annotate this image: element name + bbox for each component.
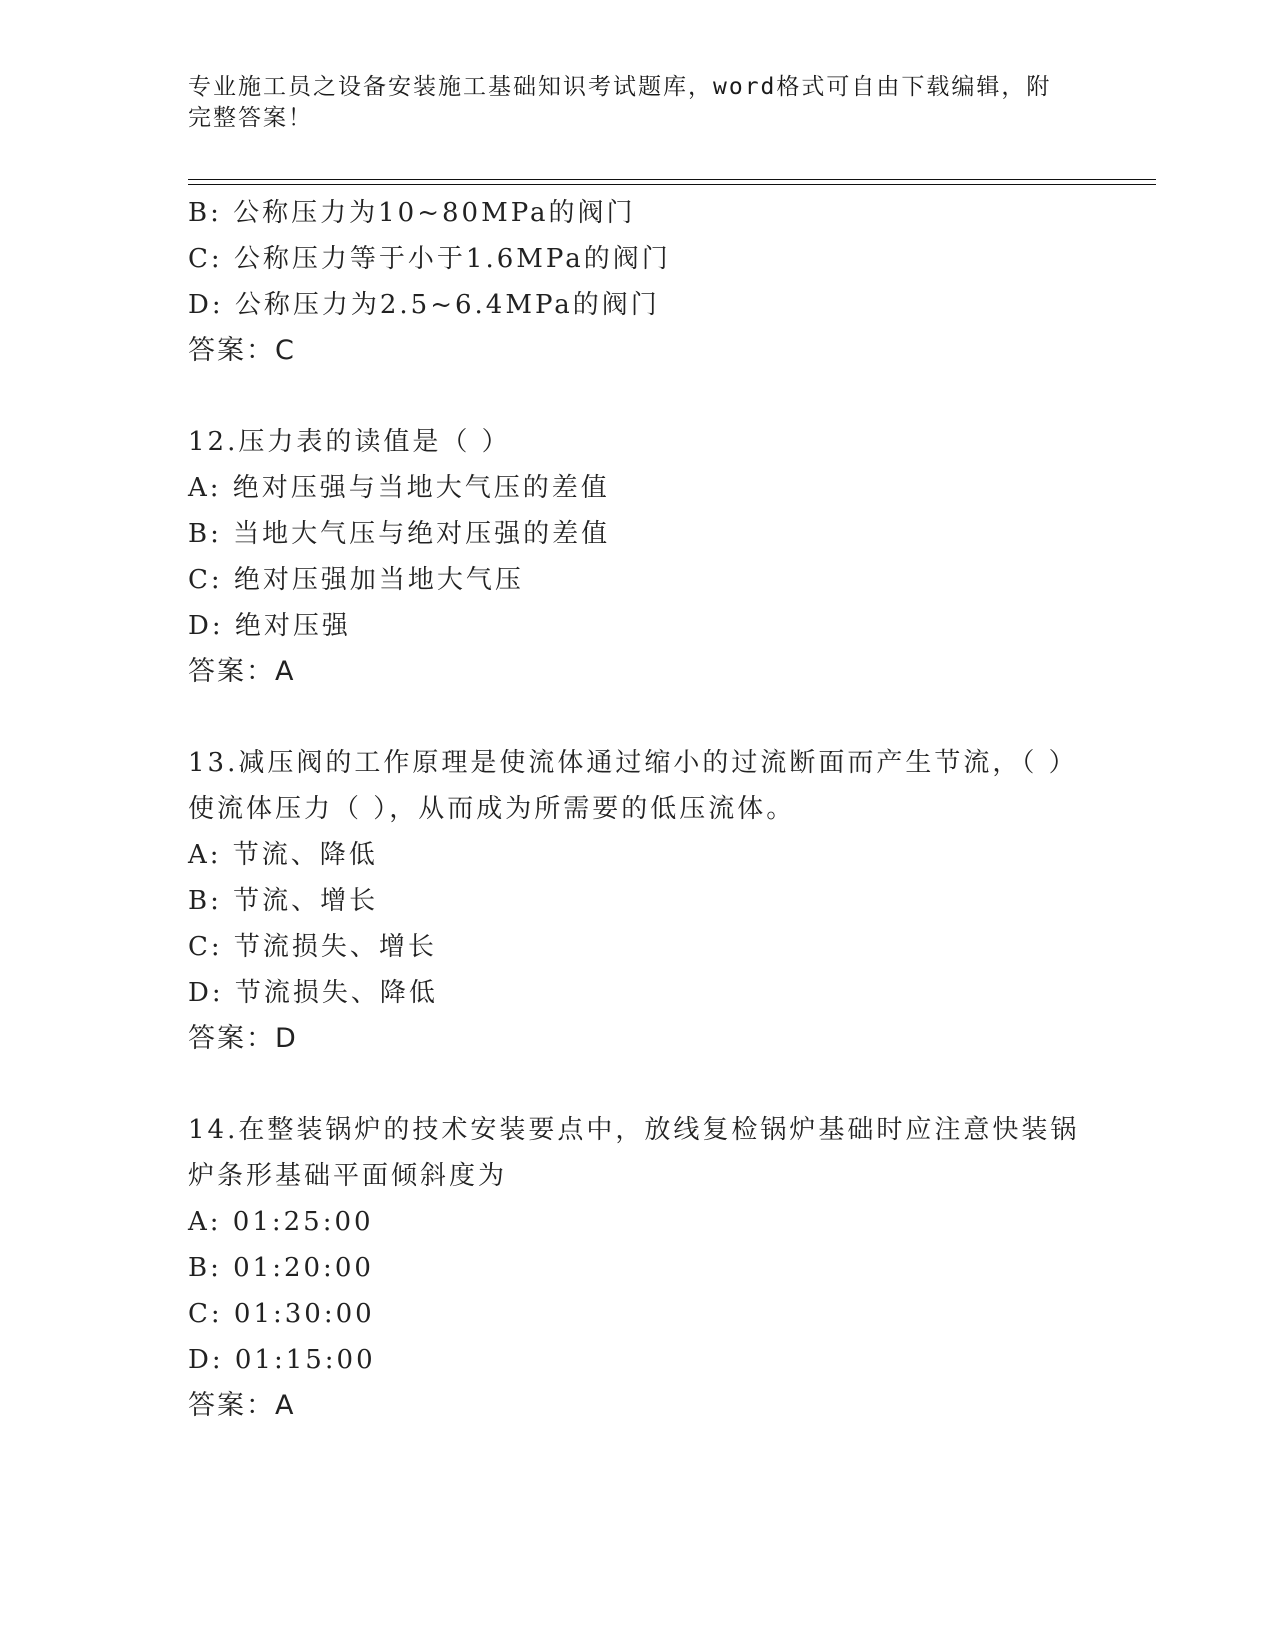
option-c: C: 01:30:00: [188, 1299, 375, 1329]
option-d: D: 公称压力为2.5~6.4MPa的阀门: [188, 290, 660, 320]
option-d: D: 01:15:00: [188, 1345, 376, 1375]
option-c: C: 节流损失、增长: [188, 932, 437, 962]
option-a: A: 01:25:00: [188, 1207, 374, 1237]
option-c: C: 公称压力等于小于1.6MPa的阀门: [188, 244, 671, 274]
question-content: [188, 190, 1088, 1429]
answer-line: 答案：A: [188, 656, 296, 687]
question-14: [188, 1107, 1088, 1429]
question-13: [188, 740, 1088, 1062]
option-b: B: 节流、增长: [188, 886, 379, 916]
question-stem: 14.在整装锅炉的技术安装要点中，放线复检锅炉基础时应注意快装锅炉条形基础平面倾斜度为: [188, 1115, 1080, 1191]
header-divider-bottom: [188, 184, 1156, 185]
header-divider-top: [188, 179, 1156, 180]
answer-line: 答案：C: [188, 335, 296, 366]
answer-line: 答案：A: [188, 1390, 296, 1421]
answer-line: 答案：D: [188, 1023, 298, 1054]
question-stem: 13.减压阀的工作原理是使流体通过缩小的过流断面而产生节流，（ ）使流体压力（ ），从而成为所需要的低压流体。: [188, 748, 1078, 824]
option-d: D: 绝对压强: [188, 611, 351, 641]
option-b: B: 当地大气压与绝对压强的差值: [188, 519, 611, 549]
option-a: A: 节流、降低: [188, 840, 378, 870]
question-stem: 12.压力表的读值是（ ）: [188, 427, 511, 457]
question-12: [188, 419, 1088, 695]
option-b: B: 01:20:00: [188, 1253, 374, 1283]
document-header: 专业施工员之设备安装施工基础知识考试题库，word格式可自由下载编辑，附完整答案！: [188, 74, 1052, 131]
option-b: B: 公称压力为10~80MPa的阀门: [188, 198, 636, 228]
option-a: A: 绝对压强与当地大气压的差值: [188, 473, 610, 503]
option-c: C: 绝对压强加当地大气压: [188, 565, 524, 595]
option-d: D: 节流损失、降低: [188, 978, 438, 1008]
question-11-continued: [188, 190, 1088, 374]
